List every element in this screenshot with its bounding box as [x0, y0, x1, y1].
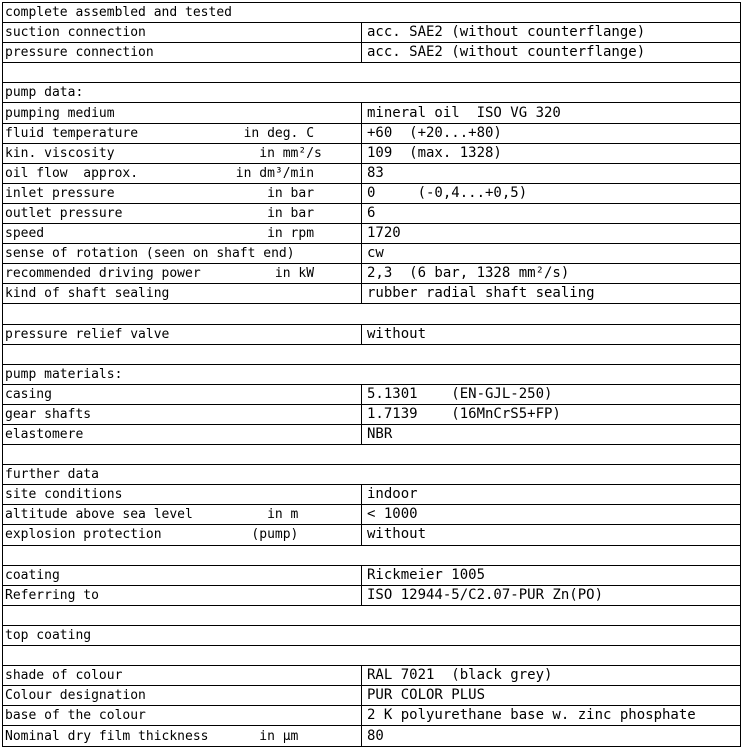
row-label-cell — [3, 626, 740, 645]
row-value: without — [361, 525, 740, 544]
table-row — [2, 465, 741, 485]
table-row — [2, 184, 741, 204]
row-value: 0 (-0,4...+0,5) — [361, 184, 740, 203]
row-label-cell — [3, 224, 361, 243]
row-label-cell — [3, 566, 361, 585]
row-label-cell — [3, 345, 740, 364]
table-row — [2, 485, 741, 505]
row-label-cell — [3, 546, 740, 565]
row-label: elastomere — [5, 427, 84, 443]
table-row — [2, 425, 741, 445]
row-label: base of the colour — [5, 708, 146, 724]
row-label-cell — [3, 686, 361, 705]
row-label-cell — [3, 485, 361, 504]
row-label: kind of shaft sealing — [5, 286, 170, 302]
table-row — [2, 365, 741, 385]
row-label-cell — [3, 525, 361, 544]
row-value: indoor — [361, 485, 740, 504]
table-row — [2, 706, 741, 726]
table-row — [2, 325, 741, 345]
row-value: RAL 7021 (black grey) — [361, 666, 740, 685]
row-value: ISO 12944-5/C2.07-PUR Zn(PO) — [361, 586, 740, 605]
row-label-cell — [3, 726, 361, 746]
row-label-cell — [3, 184, 361, 203]
row-value: acc. SAE2 (without counterflange) — [361, 23, 740, 42]
row-value: 2 K polyurethane base w. zinc phosphate — [361, 706, 740, 725]
row-value: 6 — [361, 204, 740, 223]
row-label: Referring to — [5, 587, 99, 603]
table-row — [2, 405, 741, 425]
row-value: 2,3 (6 bar, 1328 mm²/s) — [361, 264, 740, 283]
row-unit: in bar — [267, 205, 361, 221]
row-label: pressure relief valve — [5, 326, 170, 342]
table-row — [2, 3, 741, 23]
row-value: mineral oil ISO VG 320 — [361, 103, 740, 122]
row-label-cell — [3, 164, 361, 183]
table-row — [2, 666, 741, 686]
row-label: fluid temperature — [5, 125, 139, 141]
row-label: pressure connection — [5, 45, 154, 61]
table-row — [2, 83, 741, 103]
row-label-cell — [3, 304, 740, 323]
row-label: inlet pressure — [5, 185, 115, 201]
table-row — [2, 124, 741, 144]
row-unit: in deg. C — [243, 125, 361, 141]
table-row — [2, 606, 741, 626]
row-value: without — [361, 325, 740, 344]
row-label-cell — [3, 325, 361, 344]
row-unit: in bar — [267, 185, 361, 201]
spec-table — [2, 2, 741, 747]
row-label-cell — [3, 23, 361, 42]
row-label-cell — [3, 103, 361, 122]
table-row — [2, 546, 741, 566]
row-label-cell — [3, 264, 361, 283]
table-row — [2, 63, 741, 83]
row-label-cell — [3, 425, 361, 444]
row-value: Rickmeier 1005 — [361, 566, 740, 585]
table-row — [2, 164, 741, 184]
table-row — [2, 686, 741, 706]
row-label-cell — [3, 666, 361, 685]
row-unit: in µm — [259, 728, 361, 744]
row-unit: in mm²/s — [259, 145, 361, 161]
row-label-cell — [3, 124, 361, 143]
table-row — [2, 626, 741, 646]
row-label-cell — [3, 505, 361, 524]
table-row — [2, 304, 741, 324]
row-label-cell — [3, 385, 361, 404]
table-row — [2, 586, 741, 606]
row-label: sense of rotation (seen on shaft end) — [5, 246, 295, 262]
table-row — [2, 204, 741, 224]
table-row — [2, 726, 741, 746]
row-label-cell — [3, 43, 361, 62]
row-label: speed — [5, 226, 45, 242]
row-label-cell — [3, 144, 361, 163]
table-row — [2, 284, 741, 304]
table-row — [2, 144, 741, 164]
table-row — [2, 566, 741, 586]
row-value: 1720 — [361, 224, 740, 243]
row-unit: in dm³/min — [235, 165, 361, 181]
row-label: outlet pressure — [5, 205, 123, 221]
table-row — [2, 244, 741, 264]
row-unit: in m — [267, 507, 361, 523]
table-row — [2, 445, 741, 465]
row-label: Colour designation — [5, 688, 146, 704]
table-row — [2, 385, 741, 405]
row-value: 5.1301 (EN-GJL-250) — [361, 385, 740, 404]
row-value: NBR — [361, 425, 740, 444]
row-label: site conditions — [5, 487, 123, 503]
table-row — [2, 345, 741, 365]
table-row — [2, 224, 741, 244]
row-unit: in rpm — [267, 226, 361, 242]
table-row — [2, 43, 741, 63]
row-label-cell — [3, 83, 740, 102]
row-unit: in kW — [274, 266, 361, 282]
row-label-cell — [3, 365, 740, 384]
row-label-cell — [3, 586, 361, 605]
table-row — [2, 505, 741, 525]
row-label: coating — [5, 567, 60, 583]
row-label: oil flow approx. — [5, 165, 139, 181]
row-value: rubber radial shaft sealing — [361, 284, 740, 303]
table-row — [2, 103, 741, 123]
row-value: 83 — [361, 164, 740, 183]
row-label-cell — [3, 465, 740, 484]
row-label-cell — [3, 204, 361, 223]
row-label: casing — [5, 386, 52, 402]
row-label: further data — [5, 467, 99, 483]
row-label-cell — [3, 284, 361, 303]
row-label: suction connection — [5, 25, 146, 41]
row-value: 1.7139 (16MnCrS5+FP) — [361, 405, 740, 424]
row-label: gear shafts — [5, 406, 92, 422]
row-label-cell — [3, 63, 740, 82]
row-label-cell — [3, 3, 740, 22]
row-value: PUR COLOR PLUS — [361, 686, 740, 705]
table-row — [2, 525, 741, 545]
row-unit: (pump) — [251, 527, 361, 543]
row-label: pumping medium — [5, 105, 115, 121]
row-label-cell — [3, 244, 361, 263]
row-label: shade of colour — [5, 668, 123, 684]
row-value: +60 (+20...+80) — [361, 124, 740, 143]
table-row — [2, 23, 741, 43]
row-label: pump materials: — [5, 366, 123, 382]
row-label: kin. viscosity — [5, 145, 115, 161]
row-label: pump data: — [5, 85, 84, 101]
row-value: 109 (max. 1328) — [361, 144, 740, 163]
row-label-cell — [3, 405, 361, 424]
row-label-cell — [3, 706, 361, 725]
table-row — [2, 646, 741, 666]
row-label: altitude above sea level — [5, 507, 193, 523]
row-value: cw — [361, 244, 740, 263]
row-label: complete assembled and tested — [5, 5, 232, 21]
row-label: top coating — [5, 627, 92, 643]
row-label: recommended driving power — [5, 266, 201, 282]
row-label-cell — [3, 445, 740, 464]
row-label: explosion protection — [5, 527, 162, 543]
row-value: 80 — [361, 726, 740, 746]
row-value: acc. SAE2 (without counterflange) — [361, 43, 740, 62]
row-label: Nominal dry film thickness — [5, 728, 209, 744]
row-label-cell — [3, 646, 740, 665]
table-row — [2, 264, 741, 284]
row-label-cell — [3, 606, 740, 625]
row-value: < 1000 — [361, 505, 740, 524]
